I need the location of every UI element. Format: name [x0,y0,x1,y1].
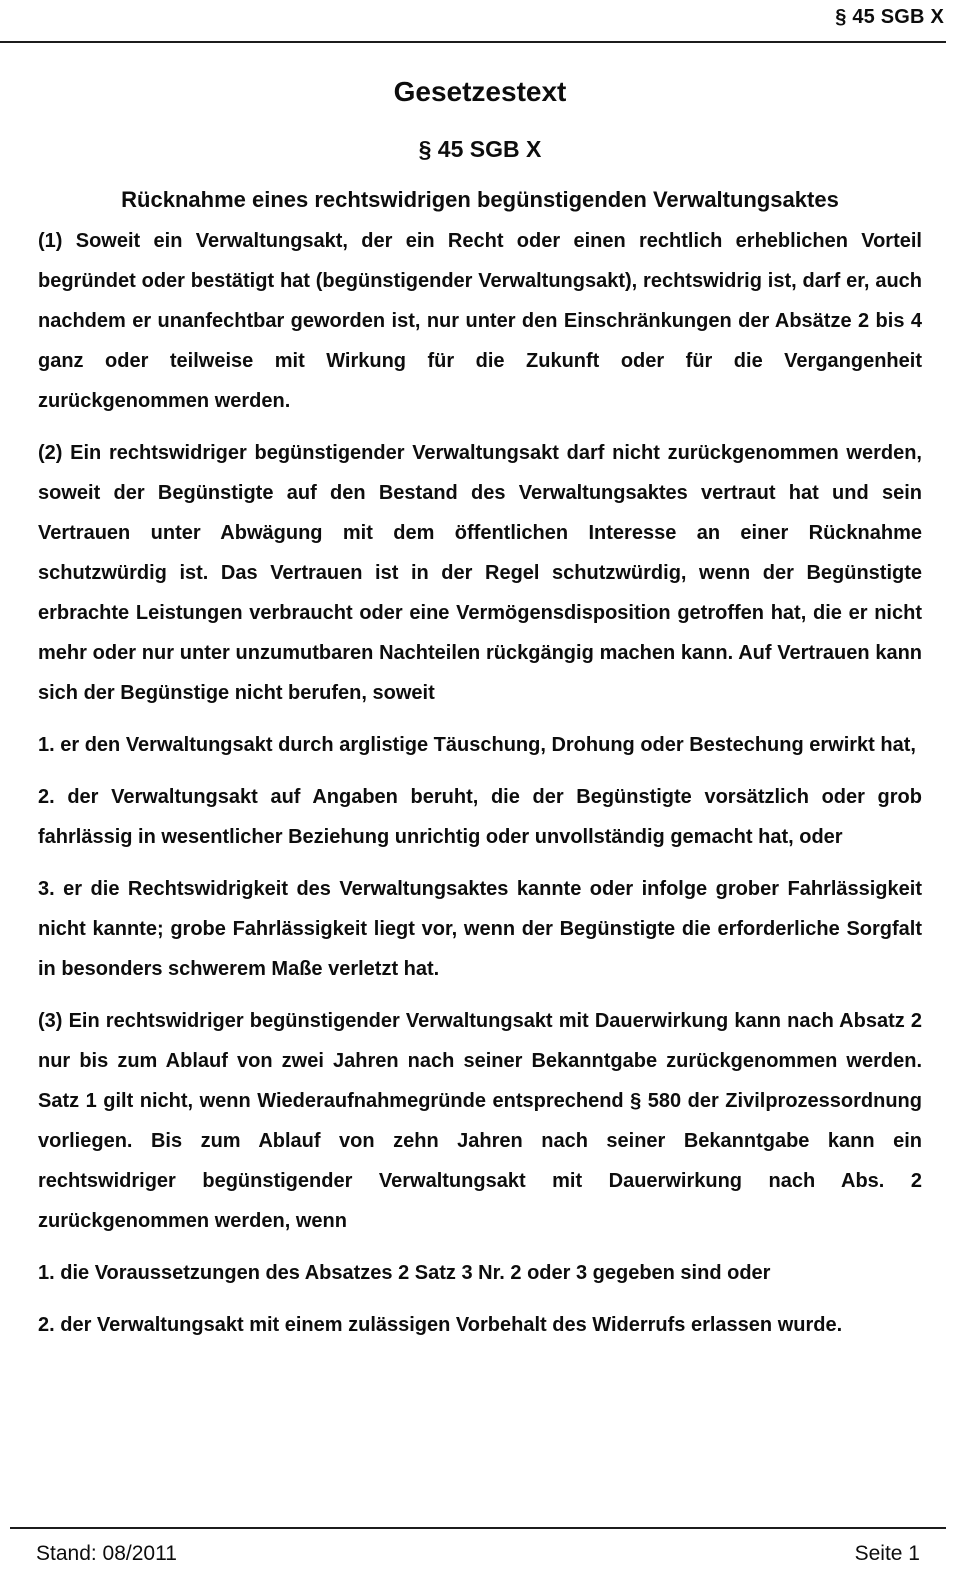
list-item-abs2-nr2: 2. der Verwaltungsakt auf Angaben beruht, die der Begünstigte vorsätzlich oder grob fahrlässig in wesentlicher Beziehung unrichtig oder unvollständig gemacht hat, oder [38,786,922,848]
list-item-abs2-nr1: 1. er den Verwaltungsakt durch arglistige Täuschung, Drohung oder Bestechung erwirkt hat, [38,734,916,756]
document-title: Gesetzestext [393,76,567,107]
document-content [38,58,922,1345]
section-heading: Rücknahme eines rechtswidrigen begünstigenden Verwaltungsaktes [121,187,839,212]
footer-stand-label: Stand: 08/2011 [36,1542,177,1565]
list-item-abs3-nr2: 2. der Verwaltungsakt mit einem zulässigen Vorbehalt des Widerrufs erlassen wurde. [38,1314,843,1336]
page-footer [10,1527,946,1589]
paragraph-absatz-3: (3) Ein rechtswidriger begünstigender Verwaltungsakt mit Dauerwirkung kann nach Absatz 2 nur bis zum Ablauf von zwei Jahren nach seiner Bekanntgabe zurückgenommen werden. Satz 1 gilt nicht, wenn Wiederaufnahmegründe entsprechend § 580 der Zivilprozessordnung vorliegen. Bis zum Ablauf von zehn Jahren nach seiner Bekanntgabe kann ein rechtswidriger begünstigender Verwaltungsakt mit Dauerwirkung nach Abs. 2 zurückgenommen werden, wenn [38,1010,922,1232]
list-item-abs2-nr3: 3. er die Rechtswidrigkeit des Verwaltungsaktes kannte oder infolge grober Fahrlässigkeit nicht kannte; grobe Fahrlässigkeit liegt vor, wenn der Begünstigte die erforderliche Sorgfalt in besonders schwerem Maße verletzt hat. [38,878,922,980]
footer-row [10,1529,946,1566]
footer-page-number: Seite 1 [854,1542,920,1565]
list-item-abs3-nr1: 1. die Voraussetzungen des Absatzes 2 Satz 3 Nr. 2 oder 3 gegeben sind oder [38,1262,771,1284]
header-section-ref: § 45 SGB X [835,6,944,28]
header-divider [0,41,946,43]
page-header [10,6,944,29]
paragraph-absatz-1: (1) Soweit ein Verwaltungsakt, der ein Recht oder einen rechtlich erheblichen Vorteil begründet oder bestätigt hat (begünstigender Verwaltungsakt), rechtswidrig ist, darf er, auch nachdem er unanfechtbar geworden ist, nur unter den Einschränkungen der Absätze 2 bis 4 ganz oder teilweise mit Wirkung für die Zukunft oder für die Vergangenheit zurückgenommen werden. [38,230,922,412]
paragraph-absatz-2: (2) Ein rechtswidriger begünstigender Verwaltungsakt darf nicht zurückgenommen werden, soweit der Begünstigte auf den Bestand des Verwaltungsaktes vertraut hat und sein Vertrauen unter Abwägung mit dem öffentlichen Interesse an einer Rücknahme schutzwürdig ist. Das Vertrauen ist in der Regel schutzwürdig, wenn der Begünstigte erbrachte Leistungen verbraucht oder eine Vermögensdisposition getroffen hat, die er nicht mehr oder nur unter unzumutbaren Nachteilen rückgängig machen kann. Auf Vertrauen kann sich der Begünstige nicht berufen, soweit [38,442,922,704]
section-number: § 45 SGB X [418,136,542,162]
